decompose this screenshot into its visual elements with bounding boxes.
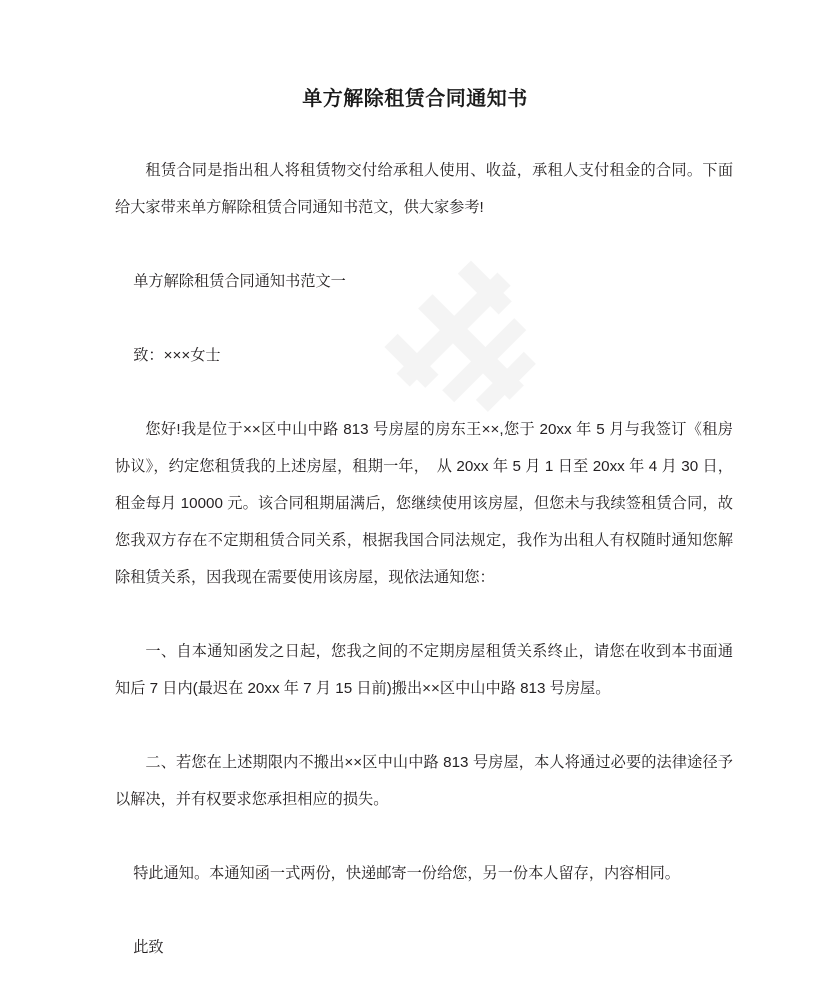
paragraph-sample-heading: 单方解除租赁合同通知书范文一 bbox=[133, 273, 346, 290]
document-body bbox=[115, 152, 733, 966]
paragraph-sign-off: 此致 bbox=[133, 939, 164, 956]
spacer bbox=[115, 374, 733, 411]
paragraph-closing-note: 特此通知。本通知函一式两份，快递邮寄一份给您，另一份本人留存，内容相同。 bbox=[133, 865, 680, 882]
paragraph-clause-one: 一、自本通知函发之日起，您我之间的不定期房屋租赁关系终止，请您在收到本书面通知后 7 日内(最迟在 20xx 年 7 月 15 日前)搬出××区中山中路 813 号房屋。 bbox=[115, 643, 733, 697]
spacer bbox=[115, 596, 733, 633]
paragraph-salutation: 致：×××女士 bbox=[133, 347, 221, 364]
spacer bbox=[115, 226, 733, 263]
paragraph-clause-two: 二、若您在上述期限内不搬出××区中山中路 813 号房屋，本人将通过必要的法律途径予以解决，并有权要求您承担相应的损失。 bbox=[115, 754, 733, 808]
page-title: 单方解除租赁合同通知书 bbox=[302, 88, 528, 110]
spacer bbox=[115, 818, 733, 855]
paragraph-main-body: 您好!我是位于××区中山中路 813 号房屋的房东王××,您于 20xx 年 5 月与我签订《租房协议》，约定您租赁我的上述房屋，租期一年， 从 20xx 年 5 月 1 日至 20xx 年 4 月 30 日，租金每月 10000 元。该合同租期届满后，您继续使用该房屋，但您未与我续签租赁合同，故您我双方存在不定期租赁合同关系，根据我国合同法规定，我作为出租人有权随时通知您解除租赁关系，因我现在需要使用该房屋，现依法通知您： bbox=[115, 421, 733, 586]
spacer bbox=[115, 300, 733, 337]
paragraph-intro: 租赁合同是指出租人将租赁物交付给承租人使用、收益，承租人支付租金的合同。下面给大家带来单方解除租赁合同通知书范文，供大家参考! bbox=[115, 162, 733, 216]
spacer bbox=[115, 892, 733, 929]
spacer bbox=[115, 707, 733, 744]
